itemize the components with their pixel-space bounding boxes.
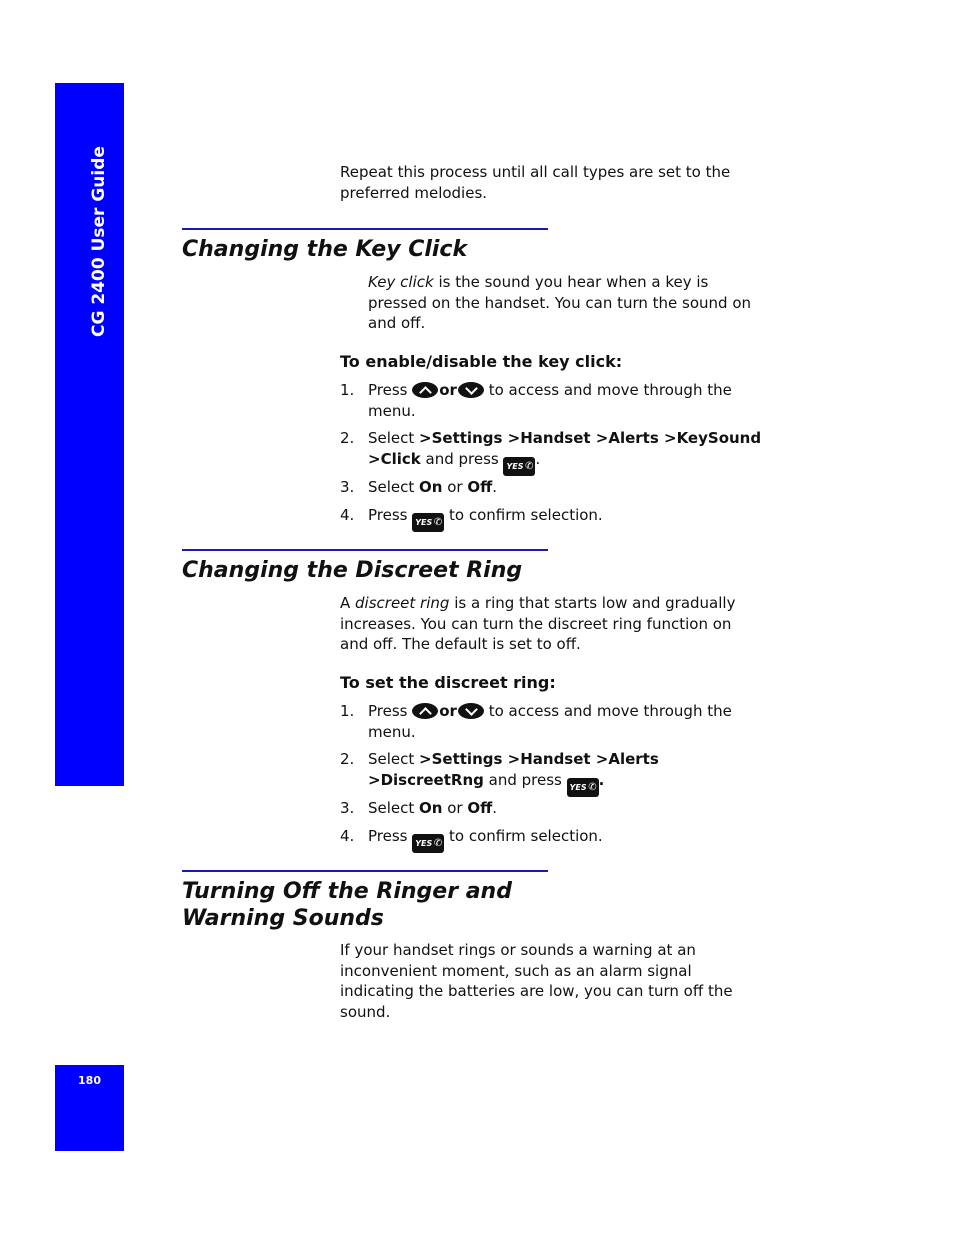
yes-key-label: YES <box>569 782 587 792</box>
step-text-part: to confirm selection. <box>444 827 603 845</box>
guide-title: CG 2400 User Guide <box>89 146 109 337</box>
step-number: 4. <box>340 827 355 845</box>
step-text <box>368 749 768 797</box>
step-text-part: Press <box>368 827 413 845</box>
step-number: 4. <box>340 506 355 524</box>
step-text <box>368 701 768 742</box>
section-heading-ringer: Turning Off the Ringer and Warning Sounds <box>182 879 512 931</box>
yes-key-icon <box>567 778 599 797</box>
section-heading-key-click: Changing the Key Click <box>182 237 468 262</box>
page-number: 180 <box>78 1074 101 1087</box>
step-text-part: Select <box>368 478 420 496</box>
yes-key-label: YES <box>415 518 433 527</box>
term-discreet-ring: discreet ring <box>355 594 450 612</box>
step-text-part: Press <box>368 506 413 524</box>
menu-path: >Settings >Handset >Alerts >DiscreetRng <box>368 750 659 789</box>
yes-key-label: YES <box>415 839 433 848</box>
step-number: 3. <box>340 799 355 817</box>
description-text: A <box>340 594 356 612</box>
option-off: Off <box>467 478 493 496</box>
key-click-description <box>368 272 760 334</box>
step-number: 1. <box>340 702 355 720</box>
nav-down-key-icon <box>458 703 484 719</box>
step-text-part: to confirm selection. <box>444 506 603 524</box>
step-number: 3. <box>340 478 355 496</box>
step-text <box>368 826 768 853</box>
step-text-part: and press <box>420 449 504 468</box>
or-label: or <box>439 702 457 720</box>
section-rule <box>182 228 548 230</box>
step-text-part: Select <box>368 799 420 817</box>
step-text-part: Select <box>368 429 420 447</box>
step-text-part: or <box>442 478 468 496</box>
procedure-title-discreet-ring: To set the discreet ring: <box>340 673 556 692</box>
yes-key-icon <box>503 457 535 476</box>
or-label: or <box>439 381 457 399</box>
yes-key-icon <box>412 513 444 532</box>
step-text <box>368 505 768 532</box>
step-text-part: . <box>492 478 498 496</box>
step-text-part: . <box>492 799 498 817</box>
step-number: 1. <box>340 381 355 399</box>
step-number: 2. <box>340 750 355 768</box>
term-key-click: Key click <box>368 273 434 291</box>
step-text-part: . <box>535 449 541 468</box>
nav-up-key-icon <box>412 703 438 719</box>
ringer-description: If your handset rings or sounds a warning at an inconvenient moment, such as an alarm signal indicating the batteries are low, you can turn off the sound. <box>340 941 733 1021</box>
procedure-title-key-click: To enable/disable the key click: <box>340 352 623 371</box>
step-text-part: Press <box>368 381 413 399</box>
intro-paragraph: Repeat this process until all call types are set to the preferred melodies. <box>340 163 731 202</box>
step-text-part: . <box>598 770 605 789</box>
step-text-part: to access and move through the menu. <box>368 381 732 420</box>
section-rule <box>182 870 548 872</box>
step-text-part: Press <box>368 702 413 720</box>
step-number: 2. <box>340 429 355 447</box>
description-text: is a ring that starts low and gradually increases. You can turn the discreet ring function on and off. The default is set to off. <box>340 594 736 653</box>
section-rule <box>182 549 548 551</box>
option-off: Off <box>467 799 493 817</box>
menu-path: >Settings >Handset >Alerts >KeySound >Click <box>368 429 762 468</box>
step-text-part: and press <box>483 770 567 789</box>
section-heading-discreet-ring: Changing the Discreet Ring <box>182 558 523 583</box>
step-text <box>368 798 768 819</box>
description-text: is the sound you hear when a key is pressed on the handset. You can turn the sound on and off. <box>368 273 752 332</box>
step-text <box>368 428 768 476</box>
discreet-ring-description <box>340 593 760 655</box>
yes-key-label: YES <box>506 461 524 471</box>
nav-down-key-icon <box>458 382 484 398</box>
step-text <box>368 477 768 498</box>
step-text <box>368 380 768 421</box>
yes-key-icon <box>412 834 444 853</box>
option-on: On <box>419 799 443 817</box>
step-text-part: Select <box>368 750 420 768</box>
nav-up-key-icon <box>412 382 438 398</box>
option-on: On <box>419 478 443 496</box>
step-text-part: or <box>442 799 468 817</box>
step-text-part: to access and move through the menu. <box>368 702 732 741</box>
page-number-box <box>55 1065 124 1151</box>
